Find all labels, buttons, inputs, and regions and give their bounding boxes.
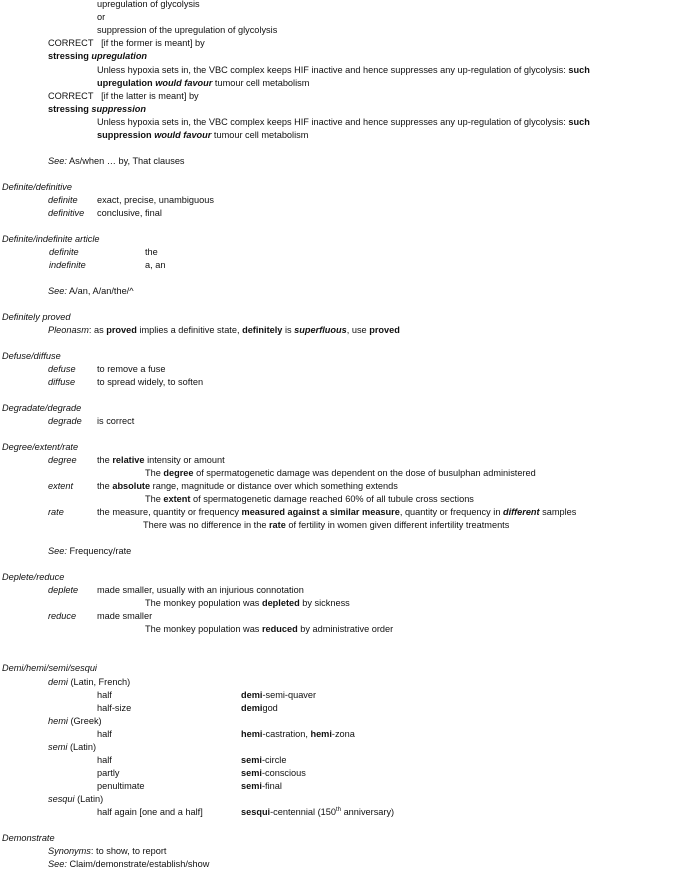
term: degrade — [48, 416, 82, 426]
prefix-example: semi-final — [241, 781, 282, 791]
entry-heading: Definite/indefinite article — [2, 234, 100, 244]
example-line: The extent of spermatogenetic damage reached 60% of all tubule cross sections — [145, 494, 474, 504]
example-line: The monkey population was depleted by sickness — [145, 598, 350, 608]
example-line: Unless hypoxia sets in, the VBC complex keeps HIF inactive and hence suppresses any up-regulation of glycolysis: such — [97, 117, 590, 127]
stressing-note: stressing upregulation — [48, 51, 148, 61]
prefix-example: semi-conscious — [241, 768, 306, 778]
term: reduce — [48, 611, 77, 621]
term: extent — [48, 481, 74, 491]
prefix-origin: hemi (Greek) — [48, 716, 102, 726]
term: definite — [49, 247, 79, 257]
term: definite — [48, 195, 78, 205]
term: diffuse — [48, 377, 76, 387]
prefix-meaning: half-size — [97, 703, 132, 713]
prefix-example: semi-circle — [241, 755, 287, 765]
prefix-origin: demi (Latin, French) — [48, 677, 131, 687]
example-line: The monkey population was reduced by administrative order — [145, 624, 394, 634]
entry-heading: Definite/definitive — [2, 182, 72, 192]
see-also: See: As/when … by, That clauses — [48, 156, 185, 166]
definition: made smaller — [97, 611, 153, 621]
definition: the measure, quantity or frequency measured against a similar measure, quantity or frequency in different samples — [97, 507, 577, 517]
definition: to remove a fuse — [97, 364, 166, 374]
entry-heading: Definitely proved — [2, 312, 71, 322]
prefix-example: hemi-castration, hemi-zona — [241, 729, 355, 739]
synonyms: Synonyms: to show, to report — [48, 846, 167, 856]
prefix-origin: semi (Latin) — [48, 742, 97, 752]
term: defuse — [48, 364, 76, 374]
example-line: suppression would favour tumour cell metabolism — [97, 130, 309, 140]
entry-heading: Deplete/reduce — [2, 572, 65, 582]
prefix-meaning: half — [97, 755, 112, 765]
entry-heading: Demonstrate — [2, 833, 55, 843]
example-line: upregulation would favour tumour cell metabolism — [97, 78, 310, 88]
see-also: See: Frequency/rate — [48, 546, 132, 556]
text-line: upregulation of glycolysis — [97, 0, 200, 9]
text-line: suppression of the upregulation of glycolysis — [97, 25, 278, 35]
term: indefinite — [49, 260, 86, 270]
prefix-meaning: partly — [97, 768, 120, 778]
definition: the — [145, 247, 158, 257]
prefix-example: sesqui-centennial (150th anniversary) — [241, 806, 395, 817]
stressing-note: stressing suppression — [48, 104, 147, 114]
definition: a, an — [145, 260, 166, 270]
term: rate — [48, 507, 64, 517]
term: definitive — [48, 208, 85, 218]
text-line: or — [97, 12, 106, 22]
definition: the absolute range, magnitude or distance over which something extends — [97, 481, 398, 491]
prefix-example: demigod — [241, 703, 278, 713]
entry-heading: Degradate/degrade — [2, 403, 82, 413]
definition: is correct — [97, 416, 135, 426]
example-line: Unless hypoxia sets in, the VBC complex keeps HIF inactive and hence suppresses any up-regulation of glycolysis: such — [97, 65, 590, 75]
entry-heading: Defuse/diffuse — [2, 351, 61, 361]
term: degree — [48, 455, 77, 465]
definition: conclusive, final — [97, 208, 162, 218]
example-line: The degree of spermatogenetic damage was dependent on the dose of busulphan administered — [145, 468, 536, 478]
see-also: See: Claim/demonstrate/establish/show — [48, 859, 210, 869]
example-line: There was no difference in the rate of fertility in women given different infertility treatments — [143, 520, 510, 530]
see-also: See: A/an, A/an/the/^ — [48, 286, 134, 296]
prefix-meaning: half again [one and a half] — [97, 807, 203, 817]
definition: to spread widely, to soften — [97, 377, 204, 387]
prefix-meaning: penultimate — [97, 781, 145, 791]
prefix-meaning: half — [97, 729, 112, 739]
correct-note: CORRECT [if the latter is meant] by — [48, 91, 199, 101]
entry-heading: Demi/hemi/semi/sesqui — [2, 663, 97, 673]
prefix-meaning: half — [97, 690, 112, 700]
entry-heading: Degree/extent/rate — [2, 442, 79, 452]
definition: made smaller, usually with an injurious connotation — [97, 585, 304, 595]
prefix-example: demi-semi-quaver — [241, 690, 317, 700]
definition: the relative intensity or amount — [97, 455, 225, 465]
prefix-origin: sesqui (Latin) — [48, 794, 104, 804]
correct-note: CORRECT [if the former is meant] by — [48, 38, 205, 48]
term: deplete — [48, 585, 79, 595]
pleonasm-note: Pleonasm: as proved implies a definitive state, definitely is superfluous, use proved — [48, 325, 400, 335]
definition: exact, precise, unambiguous — [97, 195, 214, 205]
